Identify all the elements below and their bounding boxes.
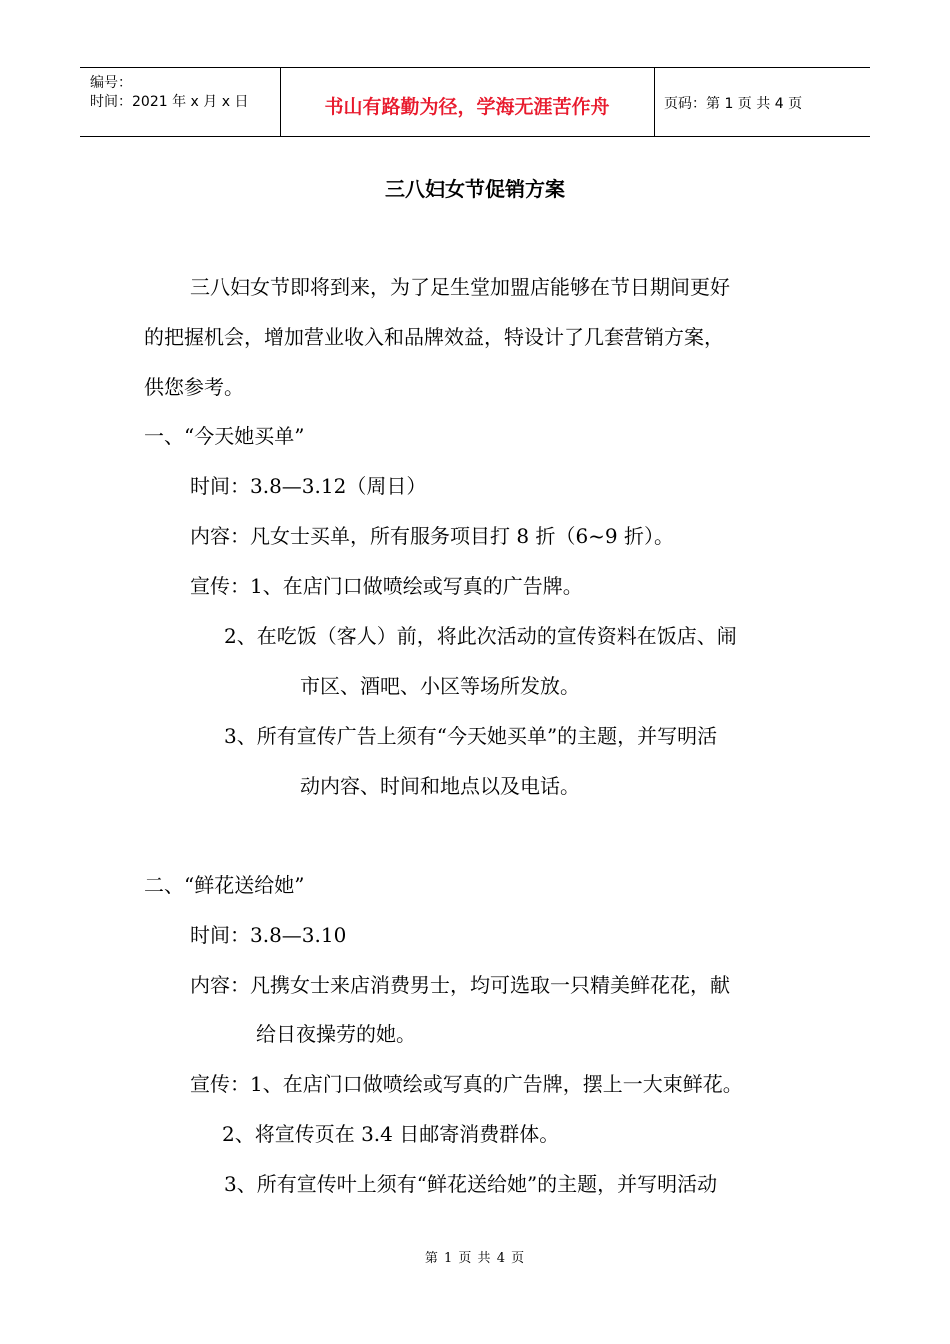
section1-heading: 一、“今天她买单” — [144, 424, 305, 448]
intro-line: 的把握机会，增加营业收入和品牌效益，特设计了几套营销方案， — [144, 325, 724, 349]
section2-content: 内容：凡携女士来店消费男士，均可选取一只精美鲜花花，献 — [190, 973, 730, 997]
intro-line: 三八妇女节即将到来，为了足生堂加盟店能够在节日期间更好 — [190, 275, 730, 299]
section1-promo-1: 宣传：1、在店门口做喷绘或写真的广告牌。 — [190, 574, 583, 598]
section1-promo-3-cont: 动内容、时间和地点以及电话。 — [300, 774, 580, 798]
motto: 书山有路勤为径，学海无涯苦作舟 — [324, 96, 610, 118]
page-info: 页码：第 1 页 共 4 页 — [664, 96, 803, 112]
section1-promo-2-cont: 市区、酒吧、小区等场所发放。 — [300, 674, 580, 698]
section2-promo-2: 2、将宣传页在 3.4 日邮寄消费群体。 — [222, 1122, 560, 1146]
section2-promo-1: 宣传：1、在店门口做喷绘或写真的广告牌，摆上一大束鲜花。 — [190, 1072, 743, 1096]
section1-promo-3: 3、所有宣传广告上须有“今天她买单”的主题，并写明活 — [224, 724, 718, 748]
section2-heading: 二、“鲜花送给她” — [144, 873, 305, 897]
document-title: 三八妇女节促销方案 — [385, 177, 565, 201]
header-page-cell — [654, 68, 870, 136]
section1-promo-2: 2、在吃饭（客人）前，将此次活动的宣传资料在饭店、闹 — [224, 624, 737, 648]
time-label: 时间：2021 年 x 月 x 日 — [90, 94, 249, 110]
page-footer: 第 1 页 共 4 页 — [424, 1251, 526, 1266]
header-motto-cell — [280, 68, 655, 136]
section1-time: 时间：3.8—3.12（周日） — [190, 474, 427, 498]
section2-time: 时间：3.8—3.10 — [190, 923, 347, 947]
section2-promo-3: 3、所有宣传叶上须有“鲜花送给她”的主题，并写明活动 — [224, 1172, 718, 1196]
header-meta-cell — [80, 68, 281, 136]
section1-content: 内容：凡女士买单，所有服务项目打 8 折（6~9 折）。 — [190, 524, 675, 548]
number-label: 编号： — [90, 75, 132, 91]
section2-content-cont: 给日夜操劳的她。 — [256, 1022, 416, 1046]
header-table — [80, 67, 870, 137]
intro-line: 供您参考。 — [144, 375, 244, 399]
